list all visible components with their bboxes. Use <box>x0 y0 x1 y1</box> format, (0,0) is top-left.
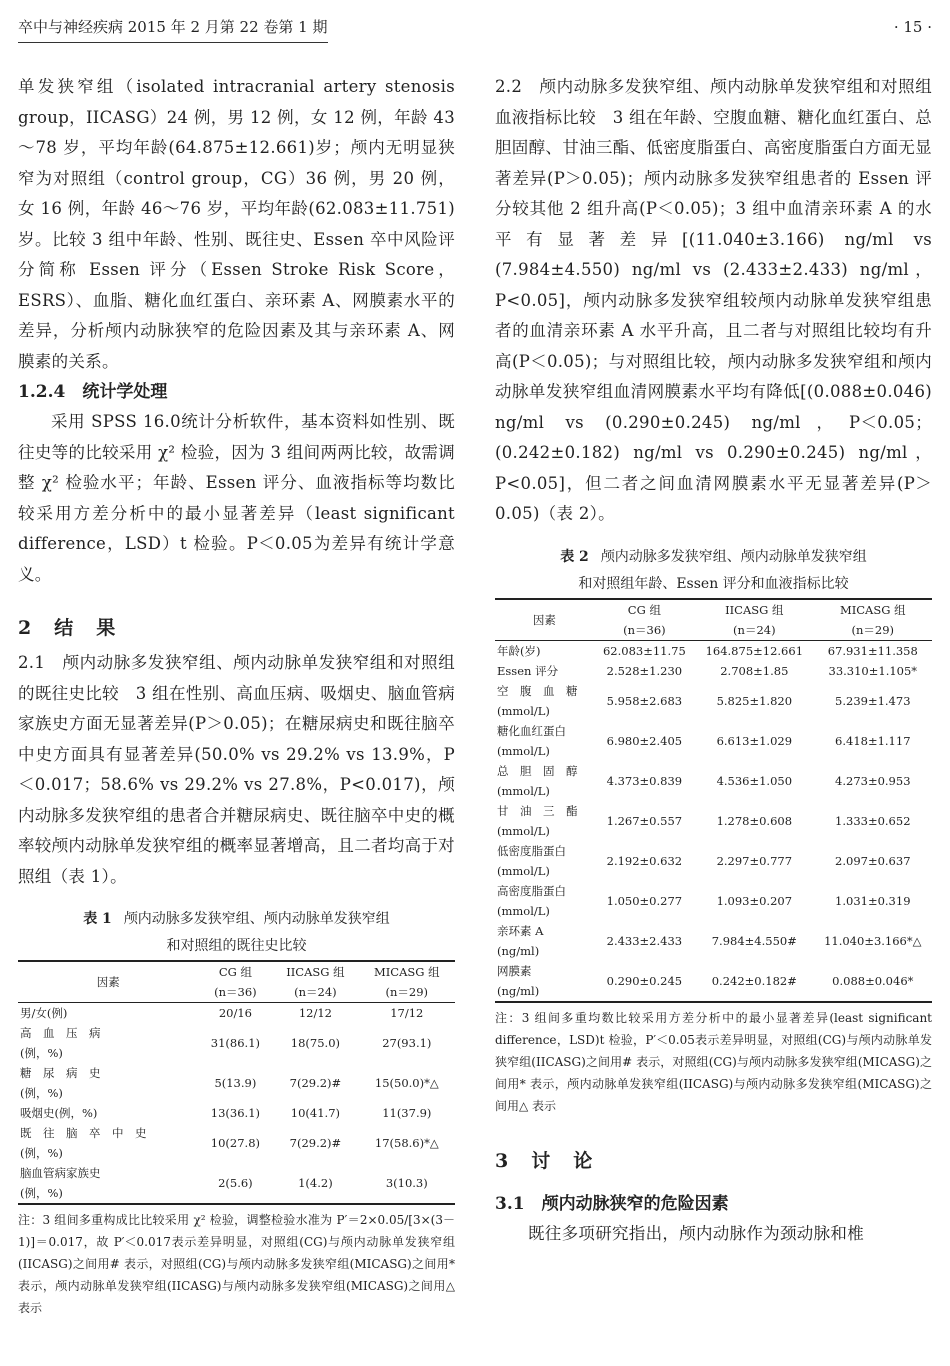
table2-cell-mi: 0.088±0.046* <box>814 961 932 1002</box>
table2-n-micasg: (n＝29) <box>814 620 932 641</box>
table2-row <box>495 721 932 761</box>
table2-row <box>495 921 932 961</box>
table2-cell-mi: 2.097±0.637 <box>835 853 911 868</box>
table2-caption <box>495 544 932 598</box>
table1-cell-ii: 18(75.0) <box>290 1036 341 1050</box>
table1-label: 表 1 <box>83 911 112 927</box>
table2-cell-cg: 5.958±2.683 <box>606 693 683 708</box>
table2-caption-line1: 颅内动脉多发狭窄组、颅内动脉单发狭窄组 <box>600 548 867 565</box>
table2-cell-ii: 1.093±0.207 <box>716 893 793 908</box>
table2-cell-mi: 33.310±1.105* <box>828 663 918 678</box>
table2 <box>495 598 932 1003</box>
table2-cell-factor: 亲环素 A (ng/ml) <box>497 923 544 958</box>
table1-cell-factor: 高 血 压 病 (例，%) <box>20 1026 101 1060</box>
table2-cell-ii: 2.297±0.777 <box>716 853 793 868</box>
table1-header-micasg: MICASG 组 <box>359 961 455 982</box>
right-column <box>495 72 932 1249</box>
table1-row <box>18 1003 455 1024</box>
table2-row <box>495 640 932 661</box>
running-header <box>18 14 932 40</box>
table1-caption <box>18 906 455 960</box>
table1 <box>18 960 455 1205</box>
section-2-heading: 2 结 果 <box>18 617 118 639</box>
table1-cell-ii: 10(41.7) <box>290 1106 341 1120</box>
table1-cell-cg: 13(36.1) <box>210 1106 260 1120</box>
table2-cell-factor: 年龄(岁) <box>497 643 541 658</box>
table1-header-iicasg: IICASG 组 <box>272 961 358 982</box>
table2-header-factor: 因素 <box>495 599 594 641</box>
table2-header-iicasg: IICASG 组 <box>695 599 813 620</box>
table1-row <box>18 1123 455 1163</box>
table2-cell-mi: 1.031±0.319 <box>835 893 911 908</box>
table2-cell-mi: 6.418±1.117 <box>835 733 911 748</box>
table2-cell-ii: 7.984±4.550# <box>711 933 797 948</box>
section-2-2-paragraph: 2.2 颅内动脉多发狭窄组、颅内动脉单发狭窄组和对照组血液指标比较 3 组在年龄、空腹血糖、糖化血红蛋白、总胆固醇、甘油三酯、低密度脂蛋白、高密度脂蛋白方面无显著差异(P＞0.05)；颅内动脉多发狭窄组患者的 Essen 评分较其他 2 组升高(P＜0.05)；3 组中血清亲环素 A 的水平有显著差异[(11.040±3.166) ng/ml vs (7.984±4.550) ng/ml vs (2.433±2.433) ng/ml，P<0.05]，颅内动脉多发狭窄组较颅内动脉单发狭窄组患者的血清亲环素 A 水平升高，且二者与对照组比较均有升高(P＜0.05)；与对照组比较，颅内动脉多发狭窄组和颅内动脉单发狭窄组血清网膜素水平均有降低[(0.088±0.046) ng/ml vs (0.290±0.245) ng/ml，P＜0.05；(0.242±0.182) ng/ml vs 0.290±0.245) ng/ml，P<0.05]，但二者之间血清网膜素水平无显著差异(P＞0.05)（表 2）。 <box>495 77 932 523</box>
table1-note: 注：3 组间多重构成比比较采用 χ² 检验，调整检验水准为 P′＝2×0.05/[3×(3－1)]＝0.017，故 P′＜0.017表示差异明显，对照组(CG)与颅内动脉单发狭窄组(IICASG)之间用# 表示，对照组(CG)与颅内动脉多发狭窄组(MICASG)之间用* 表示，颅内动脉单发狭窄组(IICASG)与颅内动脉多发狭窄组(MICASG)之间用△ 表示 <box>18 1213 455 1315</box>
table2-cell-factor: 网膜素 (ng/ml) <box>495 961 594 1002</box>
table1-row <box>18 1163 455 1204</box>
table2-cell-factor: 空 腹 血 糖 (mmol/L) <box>497 683 578 718</box>
table2-cell-cg: 1.050±0.277 <box>606 893 683 908</box>
table2-row <box>495 801 932 841</box>
table2-cell-cg: 6.980±2.405 <box>606 733 683 748</box>
table2-note: 注：3 组间多重均数比较采用方差分析中的最小显著差异(least significant difference，LSD)t 检验，P′＜0.05表示差异明显，对照组(CG)与颅内动脉单发狭窄组(IICASG)之间用# 表示，对照组(CG)与颅内动脉多发狭窄组(MICASG)之间用* 表示，颅内动脉单发狭窄组(IICASG)与颅内动脉多发狭窄组(MICASG)之间用△ 表示 <box>495 1010 932 1113</box>
table1-cell-ii: 12/12 <box>298 1006 332 1020</box>
table1-cell-factor: 吸烟史(例，%) <box>20 1106 98 1120</box>
page-number: · 15 · <box>893 18 932 36</box>
table1-caption-line2: 和对照组的既往史比较 <box>166 938 307 954</box>
table2-cell-ii: 1.278±0.608 <box>716 813 793 828</box>
table2-cell-ii: 5.825±1.820 <box>716 693 793 708</box>
table1-cell-ii: 7(29.2)# <box>289 1136 342 1150</box>
table1-n-iicasg: (n＝24) <box>272 982 358 1003</box>
table2-label: 表 2 <box>560 548 589 565</box>
table2-cell-factor: 糖化血红蛋白 (mmol/L) <box>497 723 566 758</box>
table2-cell-factor: Essen 评分 <box>497 663 559 678</box>
table2-cell-ii: 164.875±12.661 <box>705 643 804 658</box>
section-1-2-4-heading: 1.2.4 统计学处理 <box>18 382 168 402</box>
table2-row <box>495 961 932 1002</box>
table1-cell-ii: 7(29.2)# <box>289 1076 342 1090</box>
table2-cell-cg: 2.192±0.632 <box>606 853 683 868</box>
table2-cell-mi: 5.239±1.473 <box>835 693 911 708</box>
table2-n-cg: (n＝36) <box>594 620 695 641</box>
section-2-1-paragraph: 2.1 颅内动脉多发狭窄组、颅内动脉单发狭窄组和对照组的既往史比较 3 组在性别、高血压病、吸烟史、脑血管病家族史方面无显著差异(P＞0.05)；在糖尿病史和既往脑卒中史方面具有显著差异(50.0% vs 29.2% vs 13.9%，P＜0.017；58.6% vs 29.2% vs 27.8%，P<0.017)，颅内动脉多发狭窄组的患者合并糖尿病史、既往脑卒中史的概率较颅内动脉单发狭窄组的概率显著增高，且二者均高于对照组（表 1）。 <box>18 653 455 886</box>
table2-caption-line2: 和对照组年龄、Essen 评分和血液指标比较 <box>578 575 849 592</box>
table1-row <box>18 1103 455 1123</box>
table1-cell-cg: 31(86.1) <box>210 1036 260 1050</box>
table2-cell-factor: 甘 油 三 酯 (mmol/L) <box>497 803 578 838</box>
table2-row <box>495 761 932 801</box>
table1-cell-factor: 男/女(例) <box>20 1006 68 1020</box>
table2-cell-mi: 67.931±11.358 <box>827 643 918 658</box>
table1-cell-factor: 既 往 脑 卒 中 史 (例，%) <box>20 1126 147 1160</box>
table2-cell-mi: 4.273±0.953 <box>835 773 911 788</box>
table2-cell-ii: 4.536±1.050 <box>716 773 793 788</box>
table1-cell-cg: 20/16 <box>218 1006 252 1020</box>
table2-cell-cg: 1.267±0.557 <box>606 813 683 828</box>
table1-n-cg: (n＝36) <box>199 982 273 1003</box>
table1-caption-line1: 颅内动脉多发狭窄组、颅内动脉单发狭窄组 <box>123 911 390 927</box>
table1-cell-factor: 脑血管病家族史 (例，%) <box>18 1163 199 1204</box>
table2-row <box>495 881 932 921</box>
table1-row <box>18 1063 455 1103</box>
table1-header-factor: 因素 <box>18 961 199 1003</box>
table2-cell-ii: 6.613±1.029 <box>716 733 793 748</box>
section-3-1-heading: 3.1 颅内动脉狭窄的危险因素 <box>495 1193 729 1214</box>
table1-row <box>18 1023 455 1063</box>
table2-header-micasg: MICASG 组 <box>814 599 932 620</box>
table1-header-cg: CG 组 <box>199 961 273 982</box>
section-3-heading: 3 讨 论 <box>495 1149 595 1172</box>
stats-paragraph: 采用 SPSS 16.0统计分析软件，基本资料如性别、既往史等的比较采用 χ² 检验，因为 3 组间两两比较，故需调整 χ² 检验水平；年龄、Essen 评分、血液指标等均数比较采用方差分析中的最小显著差异（least significant difference，LSD）t 检验。P＜0.05为差异有统计学意义。 <box>18 412 455 584</box>
table2-cell-cg: 2.528±1.230 <box>606 663 683 678</box>
table1-cell-mi: 11(37.9) <box>382 1106 432 1120</box>
table2-row <box>495 661 932 681</box>
table1-cell-mi: 3(10.3) <box>359 1163 455 1204</box>
table2-cell-factor: 高密度脂蛋白 (mmol/L) <box>497 883 566 918</box>
table1-cell-cg: 10(27.8) <box>210 1136 260 1150</box>
table2-cell-cg: 4.373±0.839 <box>606 773 683 788</box>
table1-cell-mi: 17(58.6)*△ <box>374 1136 439 1150</box>
journal-info: 卒中与神经疾病 2015 年 2 月第 22 卷第 1 期 <box>18 14 328 43</box>
table2-cell-cg: 62.083±11.75 <box>602 643 686 658</box>
table2-cell-ii: 2.708±1.85 <box>720 663 789 678</box>
table2-cell-mi: 1.333±0.652 <box>835 813 911 828</box>
table1-cell-factor: 糖 尿 病 史 (例，%) <box>20 1066 101 1100</box>
table2-n-iicasg: (n＝24) <box>695 620 813 641</box>
table1-cell-cg: 2(5.6) <box>199 1163 273 1204</box>
table2-row <box>495 681 932 721</box>
table1-cell-mi: 17/12 <box>390 1006 424 1020</box>
left-column <box>18 72 455 1319</box>
table2-cell-mi: 11.040±3.166*△ <box>824 933 922 948</box>
table2-row <box>495 841 932 881</box>
section-3-1-paragraph: 既往多项研究指出，颅内动脉作为颈动脉和椎 <box>528 1223 864 1243</box>
table1-cell-cg: 5(13.9) <box>214 1076 257 1090</box>
table1-n-micasg: (n＝29) <box>359 982 455 1003</box>
table2-cell-cg: 2.433±2.433 <box>606 933 683 948</box>
table2-header-cg: CG 组 <box>594 599 695 620</box>
table1-cell-ii: 1(4.2) <box>272 1163 358 1204</box>
table2-cell-factor: 低密度脂蛋白 (mmol/L) <box>497 843 566 878</box>
table2-cell-cg: 0.290±0.245 <box>594 961 695 1002</box>
table2-cell-ii: 0.242±0.182# <box>695 961 813 1002</box>
table2-cell-factor: 总 胆 固 醇 (mmol/L) <box>497 763 578 798</box>
table1-cell-mi: 15(50.0)*△ <box>374 1076 439 1090</box>
table1-cell-mi: 27(93.1) <box>382 1036 432 1050</box>
intro-paragraph: 单发狭窄组（isolated intracranial artery stenosis group，IICASG）24 例，男 12 例，女 12 例，年龄 43～78 岁，平均年龄(64.875±12.661)岁；颅内无明显狭窄为对照组（control group，CG）36 例，男 20 例，女 16 例，年龄 46～76 岁，平均年龄(62.083±11.751)岁。比较 3 组中年龄、性别、既往史、Essen 卒中风险评分简称 Essen 评分（Essen Stroke Risk Score，ESRS）、血脂、糖化血红蛋白、亲环素 A、网膜素水平的差异，分析颅内动脉狭窄的危险因素及其与亲环素 A、网膜素的关系。 <box>18 77 455 371</box>
